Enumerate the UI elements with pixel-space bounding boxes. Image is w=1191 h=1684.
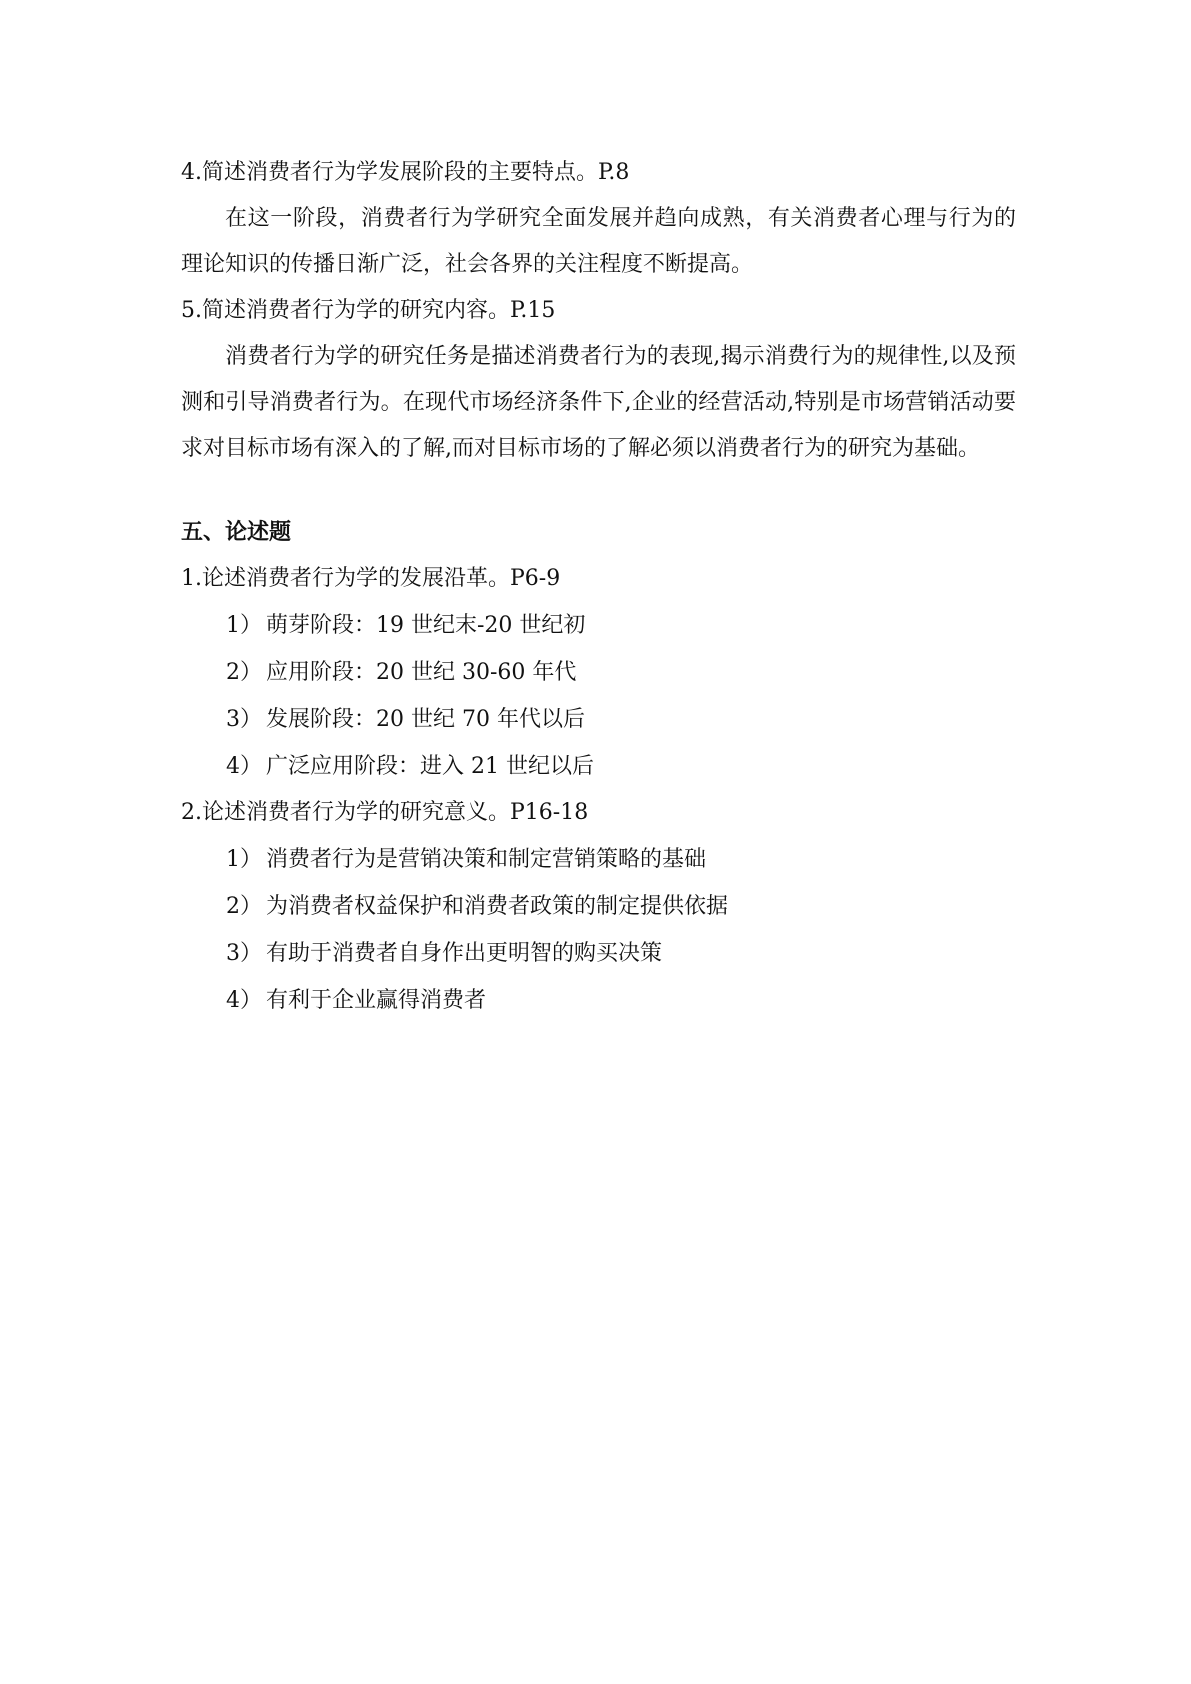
list-item-text: 有助于消费者自身作出更明智的购买决策 xyxy=(266,941,663,966)
list-item-number: 1） xyxy=(226,847,262,872)
essay-question-2-title: 2.论述消费者行为学的研究意义。P16-18 xyxy=(181,800,589,825)
list-item xyxy=(181,883,1016,930)
question-5-answer: 消费者行为学的研究任务是描述消费者行为的表现,揭示消费行为的规律性,以及预测和引导消费者行为。在现代市场经济条件下,企业的经营活动,特别是市场营销活动要求对目标市场有深入的了解,而对目标市场的了解必须以消费者行为的研究为基础。 xyxy=(181,344,1016,461)
document-content xyxy=(181,150,1016,1024)
question-5-title: 5.简述消费者行为学的研究内容。P.15 xyxy=(181,298,556,323)
list-item xyxy=(181,977,1016,1024)
essay-question-2-list xyxy=(181,836,1016,1024)
list-item-text: 应用阶段：20 世纪 30-60 年代 xyxy=(266,660,577,685)
list-item-text: 有利于企业赢得消费者 xyxy=(266,988,487,1013)
list-item-text: 萌芽阶段：19 世纪末-20 世纪初 xyxy=(266,613,586,638)
list-item-text: 广泛应用阶段：进入 21 世纪以后 xyxy=(266,754,594,779)
list-item-number: 2） xyxy=(226,660,262,685)
list-item-text: 为消费者权益保护和消费者政策的制定提供依据 xyxy=(266,894,729,919)
list-item xyxy=(181,602,1016,649)
list-item xyxy=(181,930,1016,977)
list-item xyxy=(181,649,1016,696)
list-item-number: 2） xyxy=(226,894,262,919)
list-item xyxy=(181,743,1016,790)
list-item-number: 4） xyxy=(226,988,262,1013)
list-item-number: 4） xyxy=(226,754,262,779)
list-item-text: 发展阶段：20 世纪 70 年代以后 xyxy=(266,707,585,732)
list-item-number: 1） xyxy=(226,613,262,638)
list-item xyxy=(181,836,1016,883)
question-4-answer: 在这一阶段，消费者行为学研究全面发展并趋向成熟，有关消费者心理与行为的理论知识的传播日渐广泛，社会各界的关注程度不断提高。 xyxy=(181,206,1016,277)
list-item xyxy=(181,696,1016,743)
question-4-title: 4.简述消费者行为学发展阶段的主要特点。P.8 xyxy=(181,160,630,185)
essay-question-1-list xyxy=(181,602,1016,790)
list-item-number: 3） xyxy=(226,707,262,732)
list-item-text: 消费者行为是营销决策和制定营销策略的基础 xyxy=(266,847,707,872)
essay-question-1-title: 1.论述消费者行为学的发展沿革。P6-9 xyxy=(181,566,561,591)
section-title-essay: 五、论述题 xyxy=(181,520,292,545)
list-item-number: 3） xyxy=(226,941,262,966)
